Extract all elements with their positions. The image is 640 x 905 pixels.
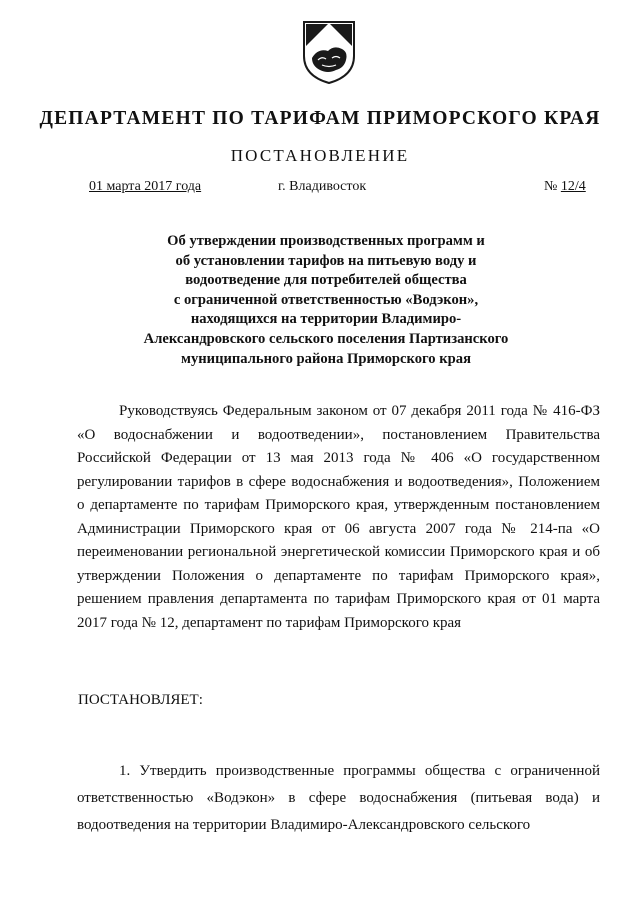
document-date: 01 марта 2017 года <box>89 179 202 194</box>
title-line: Об утверждении производственных программ и <box>167 233 485 249</box>
title-line: об установлении тарифов на питьевую воду и <box>175 252 477 269</box>
item-1-paragraph: 1. Утвердить производственные программы общества с ограниченной ответственностью «Водэкон» в сфере водоснабжения (питьевая вода) и водоотведения на территории Владимиро-Александровского сельского <box>77 763 600 833</box>
number-prefix: № <box>544 179 561 194</box>
preamble-paragraph: Руководствуясь Федеральным законом от 07 декабря 2011 года № 416-ФЗ «О водоснабжении и водоотведении», постановлением Правительства Российской Федерации от 13 мая 2013 года № 406 «О государственном регулировании тарифов в сфере водоснабжения и водоотведения», Положением о департаменте по тарифам Приморского края, утвержденным постановлением Администрации Приморского края от 06 августа 2007 года № 214-па «О переименовании региональной энергетической комиссии Приморского края и об утверждении Положения о департаменте по тарифам Приморского края», решением правления департамента по тарифам Приморского края от 01 марта 2017 года № 12, департамент по тарифам Приморского края <box>77 403 600 631</box>
title-line: находящихся на территории Владимиро- <box>190 311 462 328</box>
title-line: муниципального района Приморского края <box>181 350 471 367</box>
title-line: с ограниченной ответственностью «Водэкон», <box>173 291 479 308</box>
title-line: Александровского сельского поселения Партизанского <box>143 330 509 347</box>
number-value: 12/4 <box>560 179 586 194</box>
document-number <box>544 179 586 195</box>
coat-of-arms-icon <box>300 18 358 86</box>
title-line: водоотведение для потребителей общества <box>185 272 467 289</box>
document-type: ПОСТАНОВЛЕНИЕ <box>230 146 410 165</box>
resolves-heading: ПОСТАНОВЛЯЕТ: <box>78 692 203 708</box>
document-title <box>110 232 542 369</box>
document-city: г. Владивосток <box>278 179 367 194</box>
department-name: ДЕПАРТАМЕНТ ПО ТАРИФАМ ПРИМОРСКОГО КРАЯ <box>39 108 601 129</box>
